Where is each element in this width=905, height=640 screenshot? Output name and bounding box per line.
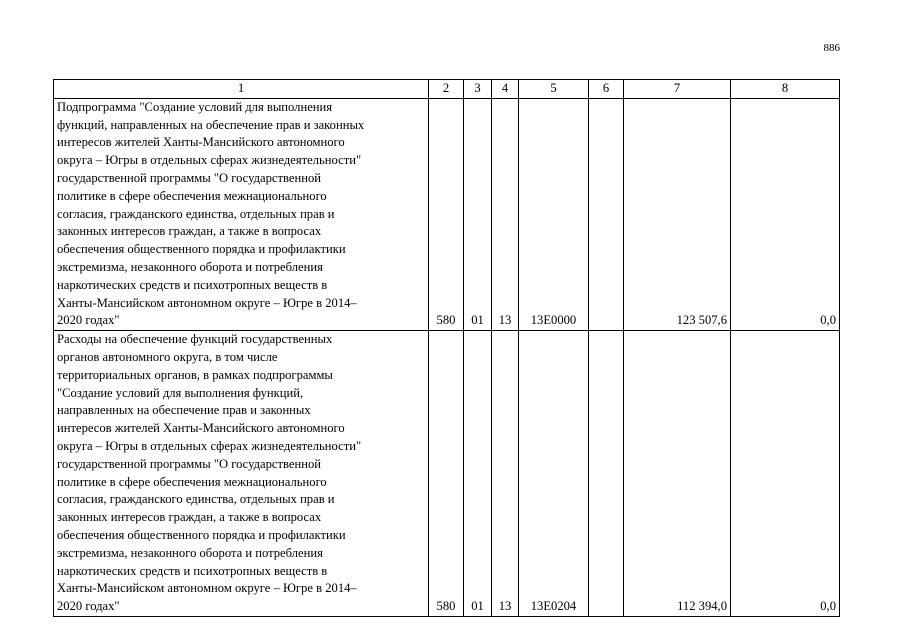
name-line: обеспечения общественного порядка и профилактики (57, 527, 346, 542)
column-header-8: 8 (731, 80, 840, 99)
name-line: 2020 годах" (57, 313, 120, 328)
cell-col-3: 01 (464, 331, 492, 617)
name-line: согласия, гражданского единства, отдельных прав и (57, 206, 335, 221)
name-line: государственной программы "О государственной (57, 170, 321, 185)
name-line: наркотических средств и психотропных веществ в (57, 563, 328, 578)
name-line: интересов жителей Ханты-Мансийского автономного (57, 421, 345, 436)
budget-table (53, 79, 840, 617)
row-name-cell (54, 98, 429, 330)
name-line: "Создание условий для выполнения функций, (57, 385, 304, 400)
page-number: 886 (823, 42, 840, 54)
name-line: политике в сфере обеспечения межнационального (57, 474, 327, 489)
name-line: округа – Югры в отдельных сферах жизнедеятельности" (57, 153, 362, 168)
column-header-1: 1 (54, 80, 429, 99)
name-line: Подпрограмма "Создание условий для выполнения (57, 99, 333, 114)
name-line: наркотических средств и психотропных веществ в (57, 277, 328, 292)
cell-col-5: 13Е0000 (519, 98, 589, 330)
cell-col-6 (589, 98, 624, 330)
table-row (54, 98, 840, 330)
cell-col-8: 0,0 (731, 98, 840, 330)
cell-col-2: 580 (429, 98, 464, 330)
cell-col-8: 0,0 (731, 331, 840, 617)
name-line: экстремизма, незаконного оборота и потребления (57, 259, 323, 274)
name-line: Ханты-Мансийском автономном округе – Югре в 2014– (57, 581, 357, 596)
name-line: Расходы на обеспечение функций государственных (57, 332, 333, 347)
name-line: 2020 годах" (57, 599, 120, 614)
header-row (54, 80, 840, 99)
column-header-6: 6 (589, 80, 624, 99)
name-line: интересов жителей Ханты-Мансийского автономного (57, 135, 345, 150)
name-line: экстремизма, незаконного оборота и потребления (57, 545, 323, 560)
cell-col-4: 13 (492, 331, 519, 617)
cell-col-4: 13 (492, 98, 519, 330)
row-name-cell (54, 331, 429, 617)
column-header-5: 5 (519, 80, 589, 99)
name-line: направленных на обеспечение прав и законных (57, 403, 311, 418)
name-line: Ханты-Мансийском автономном округе – Югре в 2014– (57, 295, 357, 310)
cell-col-7: 112 394,0 (624, 331, 731, 617)
name-line: законных интересов граждан, а также в вопросах (57, 224, 322, 239)
name-line: функций, направленных на обеспечение прав и законных (57, 117, 365, 132)
table-row (54, 331, 840, 617)
cell-col-5: 13Е0204 (519, 331, 589, 617)
name-line: согласия, гражданского единства, отдельных прав и (57, 492, 335, 507)
name-line: органов автономного округа, в том числе (57, 349, 278, 364)
name-line: территориальных органов, в рамках подпрограммы (57, 367, 333, 382)
name-line: государственной программы "О государственной (57, 456, 321, 471)
name-line: обеспечения общественного порядка и профилактики (57, 242, 346, 257)
column-header-7: 7 (624, 80, 731, 99)
name-line: округа – Югры в отдельных сферах жизнедеятельности" (57, 438, 362, 453)
cell-col-2: 580 (429, 331, 464, 617)
column-header-4: 4 (492, 80, 519, 99)
name-line: законных интересов граждан, а также в вопросах (57, 510, 322, 525)
column-header-3: 3 (464, 80, 492, 99)
column-header-2: 2 (429, 80, 464, 99)
cell-col-3: 01 (464, 98, 492, 330)
cell-col-7: 123 507,6 (624, 98, 731, 330)
name-line: политике в сфере обеспечения межнационального (57, 188, 327, 203)
cell-col-6 (589, 331, 624, 617)
